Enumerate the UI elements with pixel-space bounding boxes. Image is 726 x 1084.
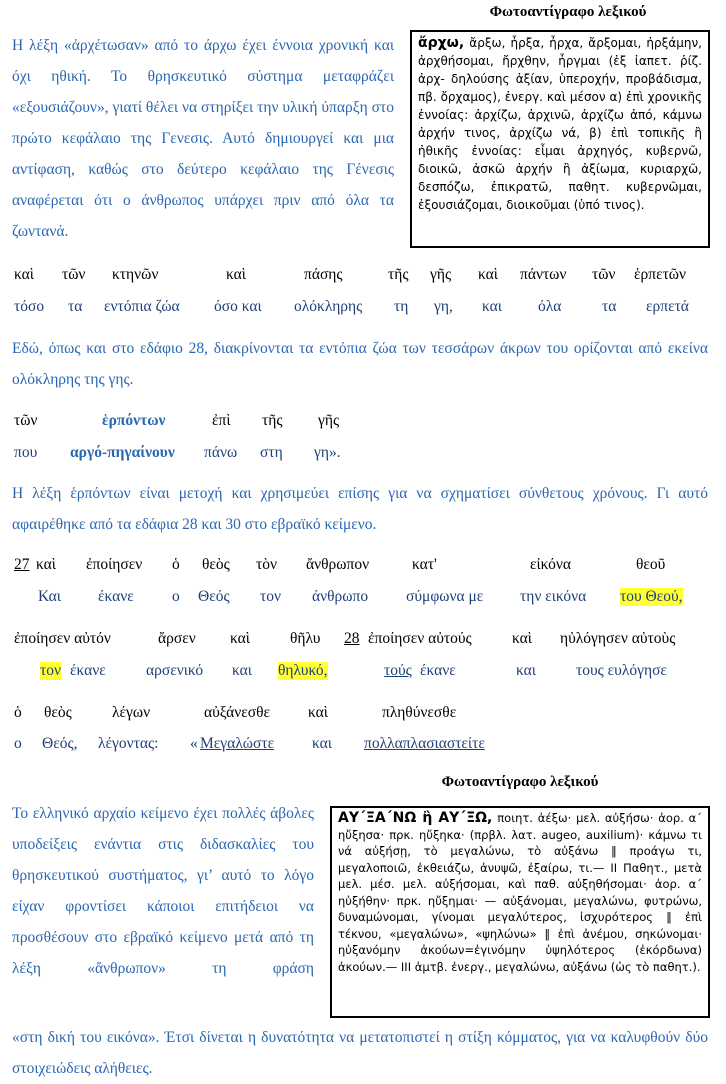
dictionary-headword: ἄρχω, (418, 35, 465, 51)
modern-word: γη, (434, 298, 453, 315)
modern-word: ερπετά (646, 298, 689, 315)
modern-word: γη». (314, 444, 341, 461)
greek-word: θεὸς (202, 556, 230, 573)
modern-word: ο (14, 735, 22, 752)
modern-word-underlined: πολλαπλασιαστείτε (364, 735, 485, 752)
modern-word-highlighted: του Θεού, (620, 588, 683, 605)
modern-word: τη (394, 298, 409, 315)
greek-word: καὶ (478, 266, 498, 283)
greek-word: γῆς (430, 266, 452, 283)
verse-number: 27 (14, 556, 30, 573)
greek-word: πάντων (520, 266, 567, 283)
modern-word: όσο και (214, 298, 262, 315)
greek-word: ἑρπετῶν (634, 266, 687, 283)
greek-word: θεοῦ (636, 556, 666, 573)
greek-word: καὶ (14, 266, 34, 283)
paragraph-intro: Η λέξη «ἀρχέτωσαν» από το άρχω έχει έννοια χρονική και όχι ηθική. Το θρησκευτικό σύστημα μεταφράζει «εξουσιάζουν», γιατί θέλει να στηρίξει την υλική ύπαρξη στο πρώτο κεφάλαιο της Γενεσις. Αυτό δημιουργεί και μια αντίφαση, καθώς στο δεύτερο κεφάλαιο της Γένεσις αναφέρεται ότι ο άνθρωπος υπάρχει πριν από όλα τα ζωντανά. (12, 37, 394, 240)
modern-word: αρσενικό (146, 662, 204, 679)
dictionary-entry-archo (410, 30, 710, 248)
modern-word: και (232, 662, 252, 679)
greek-word: καὶ (226, 266, 246, 283)
modern-word: όλα (538, 298, 562, 315)
modern-word: και (482, 298, 502, 315)
greek-word-emphasis: ἑρπόντων (102, 412, 166, 429)
modern-word: λέγοντας: (98, 735, 159, 752)
greek-word: ἐποίησεν (86, 556, 143, 573)
dictionary-caption-bottom: Φωτοαντίγραφο λεξικού (441, 774, 599, 790)
greek-word: καὶ (512, 630, 532, 647)
greek-word: τῶν (592, 266, 616, 283)
modern-word-emphasis: αργό-πηγαίνουν (70, 444, 175, 461)
greek-word: πάσης (304, 266, 343, 283)
modern-word-highlighted: τον (40, 662, 61, 679)
modern-word: έκανε (420, 662, 456, 679)
modern-word: έκανε (70, 662, 106, 679)
modern-word: και (312, 735, 332, 752)
greek-word: αὐξάνεσθε (204, 704, 271, 721)
verse-number: 28 (344, 630, 360, 647)
greek-word: τὸν (256, 556, 277, 573)
modern-word: τους ευλόγησε (576, 662, 667, 679)
modern-word: τόσο (14, 298, 45, 315)
modern-word: τον (260, 588, 281, 605)
modern-word: άνθρωπο (312, 588, 369, 605)
modern-word: « (190, 735, 198, 752)
modern-word: σύμφωνα με (406, 588, 484, 605)
modern-word: ολόκληρης (294, 298, 363, 315)
paragraph-comment-28: Εδώ, όπως και στο εδάφιο 28, διακρίνονται τα εντόπια ζώα των τεσσάρων άκρων του ορίζονται από εκείνα ολόκληρης της γης. (12, 340, 708, 388)
greek-word: ἐποίησεν αὐτούς (368, 630, 472, 647)
dictionary-entry-auxano (330, 806, 710, 1018)
greek-word: ἐπὶ (212, 412, 231, 429)
modern-word: έκανε (98, 588, 134, 605)
greek-word: ὁ (172, 556, 180, 573)
dictionary-body: ποιητ. ἀέξω· μελ. αὐξήσω· ἀορ. α´ ηὔξησα· πρκ. ηὔξηκα· (πρβλ. λατ. augeo, auxilium)· κάμνω τι νά αὐξήσῃ, τὸ μεγαλώνω, τὸ αὐξάνω ‖ προάγω τι, μεγαλοποιῶ, ἐκθειάζω, ἀνυψῶ, ἐξαίρω, τι.— ΙΙ Παθητ., μετὰ μελ. μέσ. μελ. αὐξήσομαι, καὶ παθ. αὐξηθήσομαι· ἀορ. α´ ηὐξήθην· πρκ. ηὔξημαι· — αὐξάνομαι, μεγαλώνω, φυτρώνω, δυναμώνομαι, γίνομαι μεγαλύτερος, ἰσχυρότερος ‖ ἐπὶ τέκνου, «μεγαλώνω», «ψηλώνω» ‖ ἐπὶ ἀνέμου, σηκώνομαι· ηὐξανόμην ἀκούων=ἐγινόμην ὑψηλότερος (ἐκόρδωνα) ἀκούων.— ΙΙΙ ἀμτβ. ἐνεργ., μεγαλώνω, αὐξάνω (ὡς τὸ παθητ.). (338, 811, 703, 974)
greek-word: καὶ (36, 556, 56, 573)
modern-word: τα (68, 298, 83, 315)
greek-word: λέγων (112, 704, 151, 721)
modern-word: στη (260, 444, 283, 461)
greek-word: ἄρσεν (158, 630, 196, 647)
modern-word: τα (602, 298, 617, 315)
paragraph-comment-participle: Η λέξη ἑρπόντων είναι μετοχή και χρησιμεύει επίσης για να σχηματίσει σύνθετους χρόνους. Γι αυτό αφαιρέθηκε από τα εδάφια 28 και 30 στο εβραϊκό κείμενο. (12, 485, 708, 533)
greek-word: γῆς (318, 412, 340, 429)
paragraph-argument: Το ελληνικό αρχαίο κείμενο έχει πολλές άβολες υποδείξεις ενάντια στις διδασκαλίες του θρησκευτικού συστήματος, γι’ αυτό το λόγο είχαν φροντίσει κάποιοι επιτήδειοι να προσθέσουν στο εβραϊκό κείμενο μετά από τη λέξη «ἄνθρωπον» τη φράση (12, 805, 314, 977)
dictionary-caption-top: Φωτοαντίγραφο λεξικού (489, 4, 647, 20)
dictionary-headword: ΑΥ´ΞΑ´ΝΩ ἢ ΑΥ´ΞΩ, (338, 810, 493, 826)
greek-word: τῶν (14, 412, 38, 429)
greek-word: τῶν (62, 266, 86, 283)
greek-word: τῆς (262, 412, 283, 429)
modern-word: πάνω (204, 444, 238, 461)
greek-word: καὶ (308, 704, 328, 721)
greek-word: κτηνῶν (112, 266, 159, 283)
greek-word: θῆλυ (290, 630, 321, 647)
greek-word: θεὸς (44, 704, 72, 721)
modern-word: Θεός (198, 588, 230, 605)
greek-word: εἰκόνα (530, 556, 572, 573)
greek-word: ἄνθρωπον (306, 556, 370, 573)
modern-word-highlighted: θηλυκό, (278, 662, 328, 679)
modern-word: που (14, 444, 38, 461)
greek-word: τῆς (388, 266, 409, 283)
modern-word: Και (38, 588, 61, 605)
greek-word: ἐποίησεν αὐτόν (14, 630, 111, 647)
greek-word: ὁ (14, 704, 22, 721)
paragraph-conclusion: «στη δική του εικόνα». Έτσι δίνεται η δυνατότητα να μετατοπιστεί η στίξη κόμματος, για να καλυφθούν δύο στοιχειώδεις αλήθειες. (12, 1029, 708, 1077)
modern-word: ο (172, 588, 180, 605)
modern-word: και (516, 662, 536, 679)
greek-word: κατ' (412, 556, 437, 573)
modern-word-underlined: Μεγαλώστε (200, 735, 275, 752)
modern-word: εντόπια ζώα (104, 298, 180, 315)
modern-word: την εικόνα (520, 588, 587, 605)
modern-word: Θεός, (42, 735, 78, 752)
greek-word: ηὐλόγησεν αὐτοὺς (560, 630, 676, 647)
modern-word-underlined: τούς (384, 662, 412, 679)
greek-word: καὶ (230, 630, 250, 647)
dictionary-body: ἄρξω, ἦρξα, ἦρχα, ἄρξομαι, ἠρξάμην, ἀρχθήσομαι, ἤρχθην, ἦργμαι (ἐξ ἰαπετ. ῥίζ. ἀρχ- δηλούσης ἀξίαν, ὑπεροχήν, προβάδισμα, πβ. ὄρχαμος), ἐνεργ. καὶ μέσον α) ἐπὶ χρονικῆς ἐννοίας: ἀρχίζω, ἀρχινῶ, ἀρχίζω ἀπό, κάμνω ἀρχήν τινος, ἀρχίζω νά, β) ἐπὶ τοπικῆς ἢ ἠθικῆς ἐννοίας: εἶμαι ἀρχηγός, κυβερνῶ, διοικῶ, ἀσκῶ ἀρχήν ἢ ἀξίωμα, κυριαρχῶ, δεσπόζω, ἐπικρατῶ, παθητ. κυβερνῶμαι, ἐξουσιάζομαι, διοικοῦμαι (ὑπό τινος). (418, 36, 702, 212)
greek-word: πληθύνεσθε (382, 704, 457, 721)
